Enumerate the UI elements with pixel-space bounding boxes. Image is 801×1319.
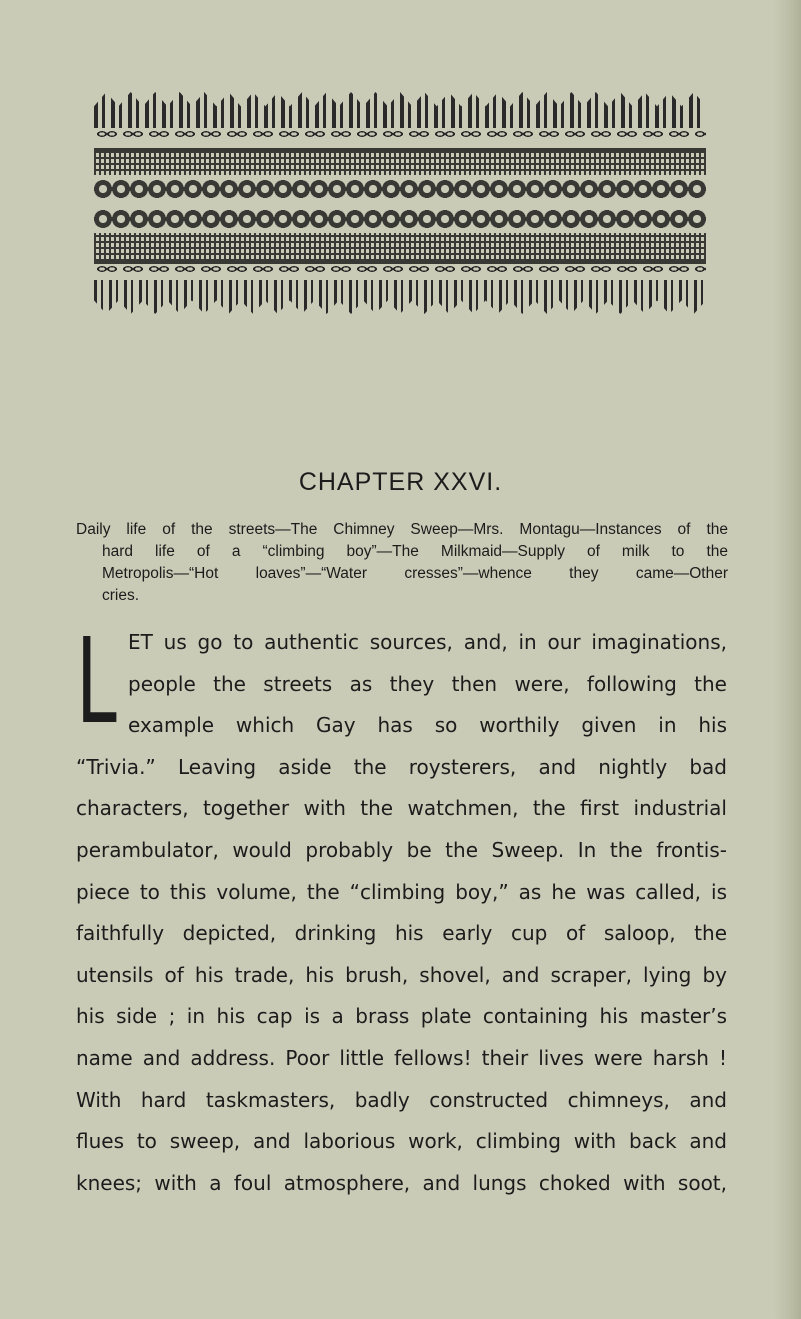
drop-cap: L [76, 612, 117, 750]
page-edge-shadow [773, 0, 801, 1319]
summary-line: Daily life of the streets—The Chimney Sweep—Mrs. Montagu—Instances of the [76, 521, 728, 538]
chapter-summary [76, 519, 728, 607]
body-line: characters, together with the watchmen, the first industrial [76, 796, 727, 821]
ornament-crown-row [94, 92, 706, 128]
summary-line: Metropolis—“Hot loaves”—“Water cresses”—whence they came—Other [102, 565, 728, 582]
body-line: piece to this volume, the “climbing boy,” as he was called, is [76, 879, 727, 904]
body-line: utensils of his trade, his brush, shovel, and scraper, lying by [76, 962, 727, 987]
body-line: his side ; in his cap is a brass plate containing his master’s [76, 1004, 727, 1029]
ornament-chain-row [94, 128, 706, 140]
chapter-title: CHAPTER XXVI. [298, 468, 503, 496]
ornament-chain-row [94, 263, 706, 275]
summary-line: hard life of a “climbing boy”—The Milkmaid—Supply of milk to the [102, 543, 728, 560]
body-line: faithfully depicted, drinking his early cup of saloop, the [76, 921, 727, 946]
body-line: “Trivia.” Leaving aside the roysterers, and nightly bad [76, 754, 727, 779]
body-line: With hard taskmasters, badly constructed chimneys, and [76, 1087, 727, 1112]
ornament-rosette-row [94, 175, 706, 233]
body-line: example which Gay has so worthily given in his [128, 713, 727, 738]
body-line: flues to sweep, and laborious work, climbing with back and [76, 1129, 727, 1154]
body-line: knees; with a foul atmosphere, and lungs choked with soot, [76, 1170, 727, 1195]
body-line: name and address. Poor little fellows! their lives were harsh ! [76, 1045, 727, 1070]
body-text [76, 612, 727, 1204]
summary-line: cries. [102, 587, 140, 604]
ornament-fringe-row [94, 280, 706, 314]
body-line: perambulator, would probably be the Sweep. In the frontis- [76, 837, 727, 862]
ornament-central-band [94, 148, 706, 264]
body-line: people the streets as they then were, following the [128, 671, 727, 696]
body-line: ET us go to authentic sources, and, in our imaginations, [128, 630, 727, 654]
